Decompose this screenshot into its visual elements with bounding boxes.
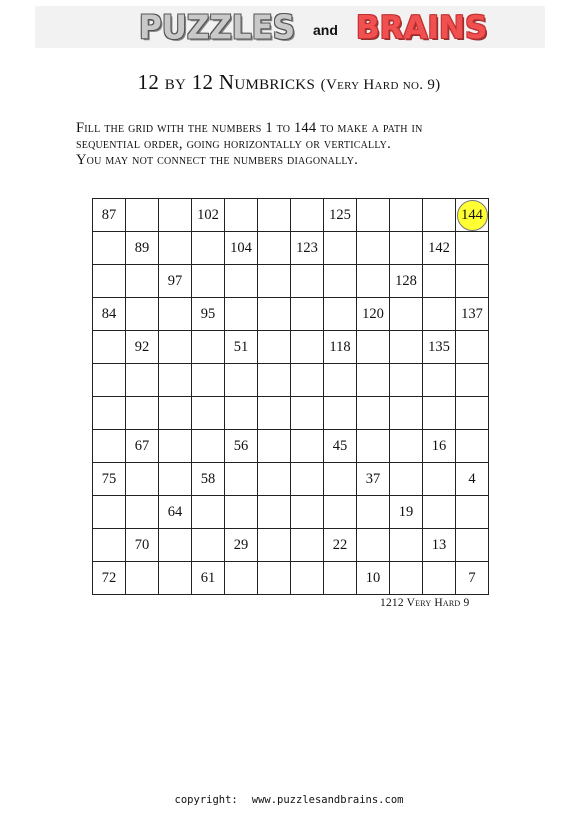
grid-cell: [291, 265, 324, 298]
grid-cell: [225, 232, 258, 265]
grid-cell: [159, 199, 192, 232]
grid-cell: [423, 463, 456, 496]
grid-cell: [126, 232, 159, 265]
cell-number: 7: [468, 569, 476, 586]
cell-number: 75: [101, 470, 117, 487]
grid-cell: [423, 430, 456, 463]
grid-cell: [390, 331, 423, 364]
grid-cell: [390, 298, 423, 331]
grid-cell: [324, 199, 357, 232]
grid-cell: [390, 364, 423, 397]
grid-cell: [324, 562, 357, 595]
grid-cell: [423, 397, 456, 430]
cell-number: 29: [233, 536, 249, 553]
grid-cell: [423, 265, 456, 298]
grid-cell: [126, 397, 159, 430]
cell-number: 61: [200, 569, 216, 586]
grid-cell: [324, 331, 357, 364]
grid-cell: [225, 265, 258, 298]
grid-cell: [93, 199, 126, 232]
grid-cell: [456, 397, 489, 430]
grid-cell: [159, 232, 192, 265]
grid-cell: [324, 265, 357, 298]
grid-cell: [126, 364, 159, 397]
cell-number: 56: [233, 437, 249, 454]
grid-cell: [225, 199, 258, 232]
grid-cell: [93, 265, 126, 298]
grid-cell: [423, 199, 456, 232]
cell-number: 118: [329, 338, 351, 355]
grid-cell: [423, 232, 456, 265]
grid-cell: [225, 463, 258, 496]
cell-number: 95: [200, 305, 216, 322]
grid-cell: [258, 529, 291, 562]
cell-number: 92: [134, 338, 150, 355]
title-main: 12 by 12 Numbricks: [137, 70, 316, 94]
grid-cell: [357, 232, 390, 265]
cell-number: 4: [468, 470, 476, 487]
grid-cell: [192, 199, 225, 232]
grid-cell: [258, 397, 291, 430]
grid-cell: [258, 199, 291, 232]
grid-cell: [93, 298, 126, 331]
cell-number: 58: [200, 470, 216, 487]
cell-number: 135: [428, 338, 450, 355]
instruction-line: Fill the grid with the numbers 1 to 144 to make a path in: [76, 120, 423, 136]
grid-cell: [225, 364, 258, 397]
grid-cell: [93, 529, 126, 562]
grid-cell: [456, 298, 489, 331]
grid-cell: [192, 496, 225, 529]
copyright-label: copyright:: [174, 794, 238, 806]
grid-cell: [126, 298, 159, 331]
grid-cell: [456, 496, 489, 529]
grid-cell: [126, 562, 159, 595]
grid-cell: [192, 397, 225, 430]
grid-cell: [291, 397, 324, 430]
grid-cell: [159, 364, 192, 397]
grid-cell: [324, 430, 357, 463]
grid-cell: [390, 529, 423, 562]
footer: [0, 794, 578, 806]
grid-cell: [456, 562, 489, 595]
grid-cell: [390, 397, 423, 430]
cell-number: 70: [134, 536, 150, 553]
grid-cell: [258, 562, 291, 595]
cell-number: 51: [233, 338, 249, 355]
grid-cell: [159, 397, 192, 430]
cell-number: 67: [134, 437, 150, 454]
cell-number: 10: [365, 569, 381, 586]
grid-cell: [159, 298, 192, 331]
grid-cell: [324, 463, 357, 496]
grid-cell: [390, 265, 423, 298]
cell-number: 37: [365, 470, 381, 487]
cell-number: 64: [167, 503, 183, 520]
grid-cell: [390, 463, 423, 496]
grid-cell: [159, 463, 192, 496]
grid-cell: [324, 364, 357, 397]
cell-number: 128: [395, 272, 417, 289]
grid-cell: [126, 331, 159, 364]
grid-cell: [324, 397, 357, 430]
grid-cell: [357, 199, 390, 232]
grid-cell: [456, 463, 489, 496]
grid-cell: [291, 529, 324, 562]
instruction-line: sequential order, going horizontally or vertically.: [76, 136, 391, 152]
grid-cell: [93, 364, 126, 397]
grid-cell: [390, 199, 423, 232]
website-link[interactable]: www.puzzlesandbrains.com: [251, 794, 404, 806]
grid-cell: [192, 529, 225, 562]
grid-cell: [93, 331, 126, 364]
grid-cell: [423, 331, 456, 364]
grid-cell: [357, 364, 390, 397]
site-banner: [35, 6, 545, 48]
grid-cell: [390, 232, 423, 265]
grid-cell: [390, 496, 423, 529]
grid-cell: [192, 265, 225, 298]
cell-number: 19: [398, 503, 414, 520]
grid-cell: [423, 496, 456, 529]
grid-cell: [456, 232, 489, 265]
grid-cell: [93, 463, 126, 496]
grid-cell: [357, 298, 390, 331]
title-sub: (Very Hard no. 9): [320, 77, 441, 93]
grid-cell: [192, 232, 225, 265]
grid-cell: [258, 331, 291, 364]
grid-cell: [357, 496, 390, 529]
grid-cell: [192, 364, 225, 397]
grid-cell: [357, 331, 390, 364]
grid-cell: [324, 496, 357, 529]
grid-cell: [192, 463, 225, 496]
grid-cell: [456, 529, 489, 562]
grid-cell: [291, 232, 324, 265]
grid-cell: [258, 463, 291, 496]
grid-cell: [357, 430, 390, 463]
grid-cell: [324, 529, 357, 562]
grid-cell: [126, 463, 159, 496]
grid-cell: [159, 331, 192, 364]
grid-cell: [159, 430, 192, 463]
grid-cell: [258, 496, 291, 529]
grid-cell: [159, 265, 192, 298]
grid-cell: [423, 529, 456, 562]
grid-cell: [225, 331, 258, 364]
instructions: [76, 120, 536, 168]
grid-cell: [192, 430, 225, 463]
grid-cell: [159, 562, 192, 595]
cell-number: 142: [428, 239, 450, 256]
grid-cell: [423, 298, 456, 331]
grid-cell: [225, 529, 258, 562]
grid-cell: [258, 298, 291, 331]
grid-cell: [291, 463, 324, 496]
grid-cell: [357, 265, 390, 298]
cell-number: 104: [230, 239, 252, 256]
grid-cell: [357, 397, 390, 430]
grid-cell: [258, 232, 291, 265]
grid-cell: [192, 331, 225, 364]
cell-number: 87: [101, 206, 117, 223]
cell-number: 97: [167, 272, 183, 289]
grid-cell: [93, 397, 126, 430]
cell-number: 22: [332, 536, 348, 553]
grid-cell: [93, 232, 126, 265]
logo-and: and: [313, 22, 338, 38]
grid-cell: [423, 364, 456, 397]
end-number-highlight: 144: [457, 200, 488, 231]
cell-number: 45: [332, 437, 348, 454]
grid-cell: [258, 430, 291, 463]
grid-cell: [258, 364, 291, 397]
cell-number: 84: [101, 305, 117, 322]
grid-cell: [456, 331, 489, 364]
grid-cell: [126, 430, 159, 463]
grid-cell: [291, 298, 324, 331]
cell-number: 72: [101, 569, 117, 586]
logo-brains: BRAINS: [356, 10, 488, 46]
cell-number: 123: [296, 239, 318, 256]
grid-cell: [126, 496, 159, 529]
grid-cell: [390, 562, 423, 595]
grid-cell: [291, 496, 324, 529]
cell-number: 16: [431, 437, 447, 454]
grid-cell: [192, 562, 225, 595]
puzzle-id: 1212 Very Hard 9: [380, 597, 470, 609]
grid-cell: [258, 265, 291, 298]
grid-cell: [126, 199, 159, 232]
grid-cell: [93, 430, 126, 463]
page-title: [0, 70, 578, 95]
grid-cell: [192, 298, 225, 331]
grid-cell: [225, 397, 258, 430]
cell-number: 89: [134, 239, 150, 256]
grid-cell: [291, 430, 324, 463]
grid-cell: [126, 529, 159, 562]
cell-number: 102: [197, 206, 219, 223]
grid-cell: [126, 265, 159, 298]
grid-cell: [456, 199, 489, 232]
grid-cell: [291, 199, 324, 232]
grid-cell: [357, 529, 390, 562]
grid-cell: [423, 562, 456, 595]
grid-cell: [225, 496, 258, 529]
puzzle-grid: [92, 198, 489, 595]
grid-cell: [456, 364, 489, 397]
cell-number: 137: [461, 305, 483, 322]
grid-cell: [456, 265, 489, 298]
grid-cell: [225, 298, 258, 331]
grid-cell: [225, 430, 258, 463]
grid-cell: [357, 562, 390, 595]
instruction-line: You may not connect the numbers diagonally.: [76, 152, 358, 168]
grid-cell: [324, 298, 357, 331]
grid-cell: [456, 430, 489, 463]
grid-cell: [159, 529, 192, 562]
grid-cell: [291, 364, 324, 397]
grid-cell: [159, 496, 192, 529]
grid-cell: [225, 562, 258, 595]
grid-cell: [357, 463, 390, 496]
grid-cell: [324, 232, 357, 265]
grid-cell: [390, 430, 423, 463]
logo-puzzles: PUZZLES: [139, 9, 296, 47]
grid-cell: [291, 562, 324, 595]
grid-cell: [93, 562, 126, 595]
cell-number: 13: [431, 536, 447, 553]
cell-number: 120: [362, 305, 384, 322]
grid-cell: [93, 496, 126, 529]
grid-cell: [291, 331, 324, 364]
cell-number: 125: [329, 206, 351, 223]
